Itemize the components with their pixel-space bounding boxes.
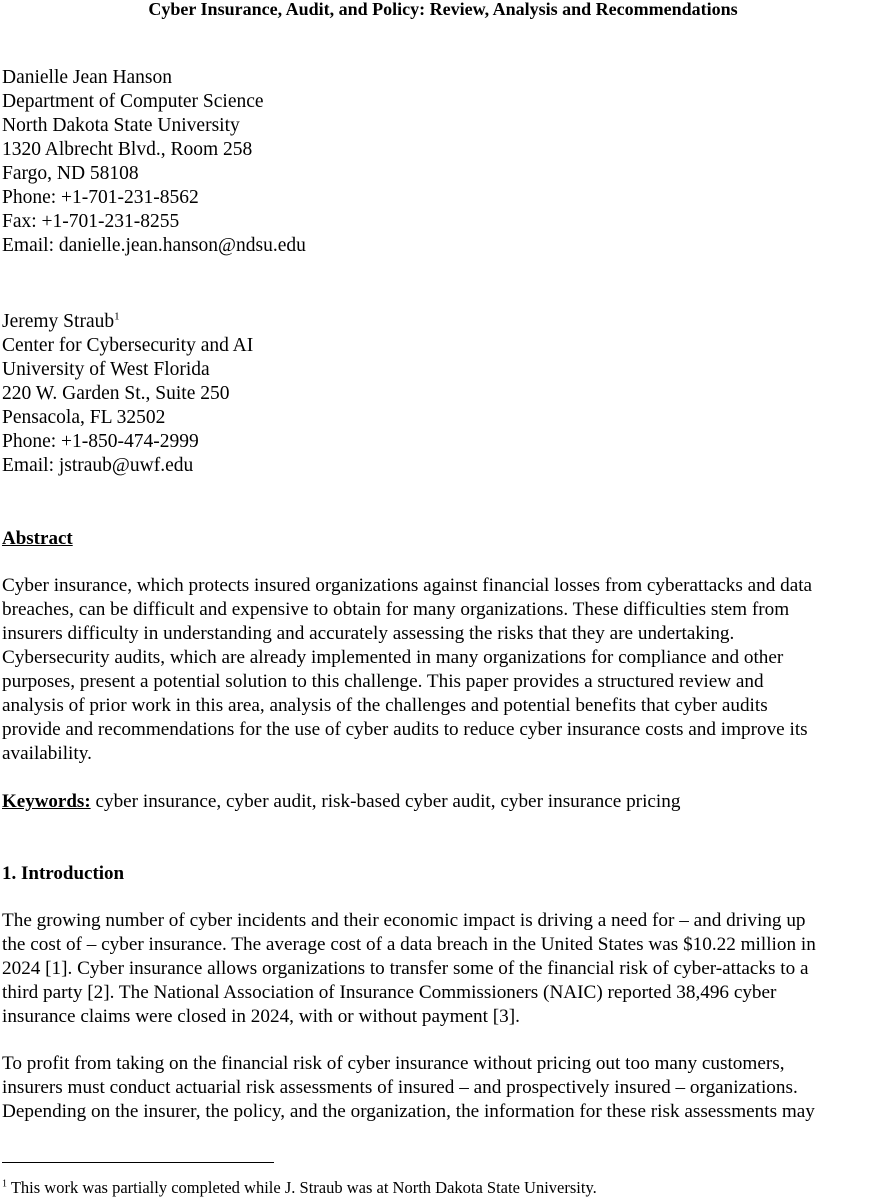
intro-heading-wrap [2,862,884,886]
intro-line: Depending on the insurer, the policy, and the organization, the information for these risk assessments may [2,1101,815,1122]
intro-line: 2024 [1]. Cyber insurance allows organizations to transfer some of the financial risk of cyber-attacks to a [2,958,809,979]
author-1-line: 1320 Albrecht Blvd., Room 258 [2,139,253,160]
author-2-block [2,310,884,478]
intro-line: To profit from taking on the financial risk of cyber insurance without pricing out too many customers, [2,1053,785,1074]
abstract-line: provide and recommendations for the use of cyber audits to reduce cyber insurance costs and improve its [2,719,808,740]
footnote-text: This work was partially completed while J. Straub was at North Dakota State University. [7,1178,597,1197]
author-1-line: Department of Computer Science [2,91,264,112]
abstract-line: insurers difficulty in understanding and accurately assessing the risks that they are undertaking. [2,623,735,644]
abstract-line: breaches, can be difficult and expensive to obtain for many organizations. These difficulties stem from [2,599,790,620]
intro-line: third party [2]. The National Association of Insurance Commissioners (NAIC) reported 38,496 cyber [2,982,777,1003]
author-1-line: Fax: +1-701-231-8255 [2,211,180,232]
footnote [2,1178,597,1198]
footnote-marker: 1 [114,310,120,323]
intro-line: insurers must conduct actuarial risk assessments of insured – and prospectively insured – organizations. [2,1077,798,1098]
intro-line: insurance claims were closed in 2024, with or without payment [3]. [2,1006,520,1027]
keywords-line [2,790,884,814]
author-2-line: University of West Florida [2,359,210,380]
abstract-line: purposes, present a potential solution to this challenge. This paper provides a structured review and [2,671,764,692]
author-1-line: North Dakota State University [2,115,240,136]
intro-line: The growing number of cyber incidents and their economic impact is driving a need for – and driving up [2,910,806,931]
paper-title: Cyber Insurance, Audit, and Policy: Review, Analysis and Recommendations [148,0,738,19]
intro-line: the cost of – cyber insurance. The average cost of a data breach in the United States was $10.22 million in [2,934,816,955]
abstract-line: Cybersecurity audits, which are already implemented in many organizations for compliance and other [2,647,784,668]
author-1-line: Phone: +1-701-231-8562 [2,187,199,208]
abstract-body [2,574,884,766]
keywords-label: Keywords: [2,791,91,812]
intro-heading: 1. Introduction [2,863,125,884]
footnote-divider [2,1162,274,1163]
keywords-text: cyber insurance, cyber audit, risk-based cyber audit, cyber insurance pricing [90,791,681,812]
abstract-line: analysis of prior work in this area, analysis of the challenges and potential benefits that cyber audits [2,695,768,716]
author-2-name: Jeremy Straub [2,311,115,332]
author-2-email: Email: jstraub@uwf.edu [2,455,194,476]
author-1-name: Danielle Jean Hanson [2,67,173,88]
author-2-line: Phone: +1-850-474-2999 [2,431,199,452]
footnote-number: 1 [2,1178,7,1190]
abstract-heading-wrap [2,527,884,551]
author-2-line: Pensacola, FL 32502 [2,407,166,428]
author-1-email: Email: danielle.jean.hanson@ndsu.edu [2,235,306,256]
abstract-heading: Abstract [2,528,73,549]
abstract-line: Cyber insurance, which protects insured organizations against financial losses from cyberattacks and data [2,575,813,596]
intro-paragraph-2 [2,1052,884,1124]
author-1-line: Fargo, ND 58108 [2,163,139,184]
author-1-block [2,66,884,258]
abstract-line: availability. [2,743,92,764]
author-2-line: 220 W. Garden St., Suite 250 [2,383,230,404]
intro-paragraph-1 [2,909,884,1029]
author-2-line: Center for Cybersecurity and AI [2,335,254,356]
author-2-name-line [2,310,884,334]
